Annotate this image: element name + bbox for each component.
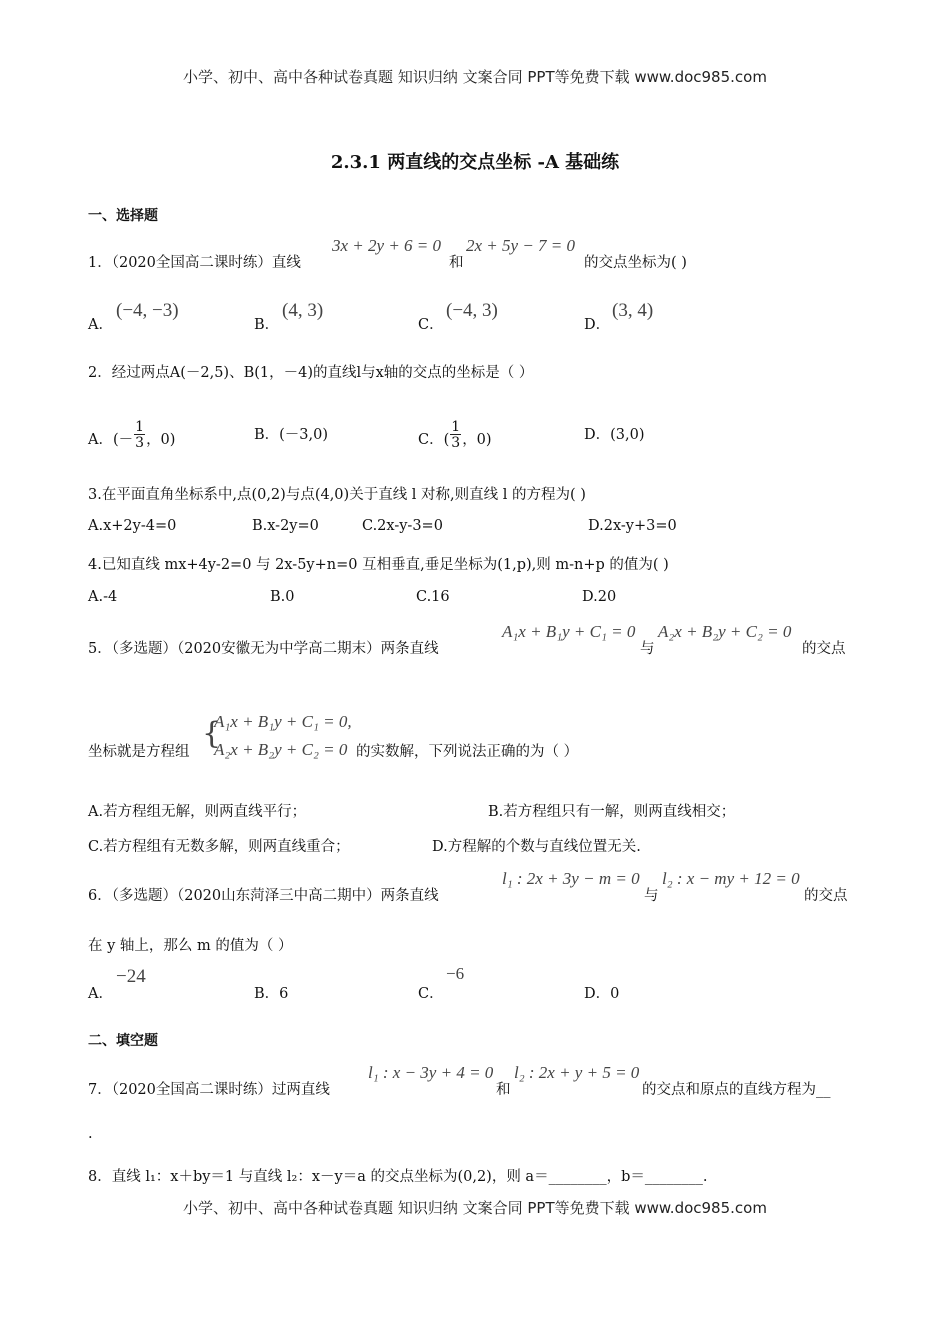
q1-option-a-letter: A． <box>88 317 113 333</box>
q6-option-c-value: −6 <box>446 964 465 983</box>
q4-stem: 4.已知直线 mx+4y-2=0 与 2x-5y+n=0 互相垂直,垂足坐标为(1,p),则 m-n+p 的值为( ) <box>88 557 669 573</box>
q6-equation-1: l₁ : 2x + 3y − m = 0 <box>502 869 640 888</box>
q5-option-d: D.方程解的个数与直线位置无关. <box>432 839 641 855</box>
q2-option-c-numerator: 1 <box>451 419 461 435</box>
q2-option-c <box>418 420 492 450</box>
q2-option-c-denominator: 3 <box>451 435 461 451</box>
q5-option-b: B.若方程组只有一解，则两直线相交； <box>488 804 736 820</box>
q3-option-d: D.2x-y+3=0 <box>588 518 677 534</box>
q6-option-a-letter: A． <box>88 986 113 1002</box>
q1-stem-prefix: 1．（2020全国高二课时练）直线 <box>88 255 301 271</box>
q5-option-c: C.若方程组有无数多解，则两直线重合； <box>88 839 350 855</box>
q1-equation-2: 2x + 5y − 7 = 0 <box>466 236 576 255</box>
q6-stem-suffix: 的交点 <box>804 888 848 904</box>
q3-stem: 3.在平面直角坐标系中,点(0,2)与点(4,0)关于直线 l 对称,则直线 l 的方程为( ) <box>88 487 586 503</box>
q7-end-dot: . <box>88 1126 93 1142</box>
q6-stem-mid: 与 <box>644 888 659 904</box>
section-heading-fill: 二、填空题 <box>88 1033 158 1049</box>
q2-option-a-denominator: 3 <box>135 435 145 451</box>
q7-stem-suffix: 的交点和原点的直线方程为__ <box>642 1082 831 1098</box>
q2-option-a-fraction <box>134 420 145 450</box>
q7-equation-1: l₁ : x − 3y + 4 = 0 <box>368 1063 494 1082</box>
q5-line2-prefix: 坐标就是方程组 <box>88 744 190 760</box>
q1-option-b-letter: B． <box>254 317 280 333</box>
q7-stem-mid: 和 <box>496 1082 511 1098</box>
q1-stem-mid: 和 <box>449 255 464 271</box>
q6-option-c-letter: C． <box>418 986 444 1002</box>
q5-equation-2: A₂x + B₂y + C₂ = 0 <box>658 622 792 641</box>
q2-option-c-fraction <box>450 420 461 450</box>
q1-option-c-letter: C． <box>418 317 444 333</box>
section-heading-choice: 一、选择题 <box>88 208 158 224</box>
q4-option-d: D.20 <box>582 589 617 605</box>
q1-option-d-value: (3, 4) <box>612 300 654 321</box>
q8-stem: 8．直线 l₁：x＋by＝1 与直线 l₂：x－y＝a 的交点坐标为(0,2)，则 a＝________，b＝________. <box>88 1169 708 1185</box>
q1-option-d-letter: D． <box>584 317 611 333</box>
q1-option-c-value: (−4, 3) <box>446 300 498 321</box>
q1-option-b-value: (4, 3) <box>282 300 324 321</box>
q1-equation-1: 3x + 2y + 6 = 0 <box>332 236 442 255</box>
equation-system-brace: { <box>202 716 222 751</box>
q5-stem-suffix: 的交点 <box>802 641 846 657</box>
q3-option-c: C.2x-y-3=0 <box>362 518 443 534</box>
q6-line2: 在 y 轴上，那么 m 的值为（ ） <box>88 938 293 954</box>
q3-option-a: A.x+2y-4=0 <box>88 518 177 534</box>
q6-equation-2: l₂ : x − my + 12 = 0 <box>662 869 800 888</box>
q5-equation-1: A₁x + B₁y + C₁ = 0 <box>502 622 636 641</box>
q1-option-a-value: (−4, −3) <box>116 300 179 321</box>
q6-option-a-value: −24 <box>116 966 146 987</box>
q2-option-a-tail: ，0) <box>146 432 176 448</box>
q1-stem-suffix: 的交点坐标为( ) <box>584 255 687 271</box>
q6-stem-prefix: 6．（多选题）（2020山东菏泽三中高二期中）两条直线 <box>88 888 439 904</box>
q3-option-b: B.x-2y=0 <box>252 518 319 534</box>
q2-option-a <box>88 420 175 450</box>
q5-line2-suffix: 的实数解，下列说法正确的为（ ） <box>356 744 579 760</box>
q5-stem-prefix: 5．（多选题）（2020安徽无为中学高二期末）两条直线 <box>88 641 439 657</box>
header-banner: 小学、初中、高中各种试卷真题 知识归纳 文案合同 PPT等免费下载 www.doc985.com <box>183 68 767 86</box>
q2-option-b: B．(－3,0) <box>254 427 329 443</box>
q5-system-eq1: A₁x + B₁y + C₁ = 0, <box>214 712 352 731</box>
q2-option-a-numerator: 1 <box>135 419 145 435</box>
footer-banner: 小学、初中、高中各种试卷真题 知识归纳 文案合同 PPT等免费下载 www.doc985.com <box>183 1199 767 1217</box>
q2-stem: 2．经过两点A(－2,5)、B(1，－4)的直线l与x轴的交点的坐标是（ ） <box>88 365 534 381</box>
q5-system-eq2: A₂x + B₂y + C₂ = 0 <box>214 740 348 759</box>
q7-equation-2: l₂ : 2x + y + 5 = 0 <box>514 1063 640 1082</box>
q5-option-a: A.若方程组无解，则两直线平行； <box>88 804 307 820</box>
q2-option-d: D．(3,0) <box>584 427 645 443</box>
q5-stem-mid: 与 <box>640 641 655 657</box>
q2-option-c-letter: C．( <box>418 432 450 448</box>
q6-option-b: B．6 <box>254 986 289 1002</box>
q4-option-b: B.0 <box>270 589 295 605</box>
q2-option-a-letter: A．(－ <box>88 432 134 448</box>
q4-option-c: C.16 <box>416 589 450 605</box>
q4-option-a: A.-4 <box>88 589 118 605</box>
page-title: 2.3.1 两直线的交点坐标 -A 基础练 <box>330 152 620 173</box>
q2-option-c-tail: ，0) <box>462 432 492 448</box>
q7-stem-prefix: 7．（2020全国高二课时练）过两直线 <box>88 1082 330 1098</box>
q6-option-d: D．0 <box>584 986 620 1002</box>
